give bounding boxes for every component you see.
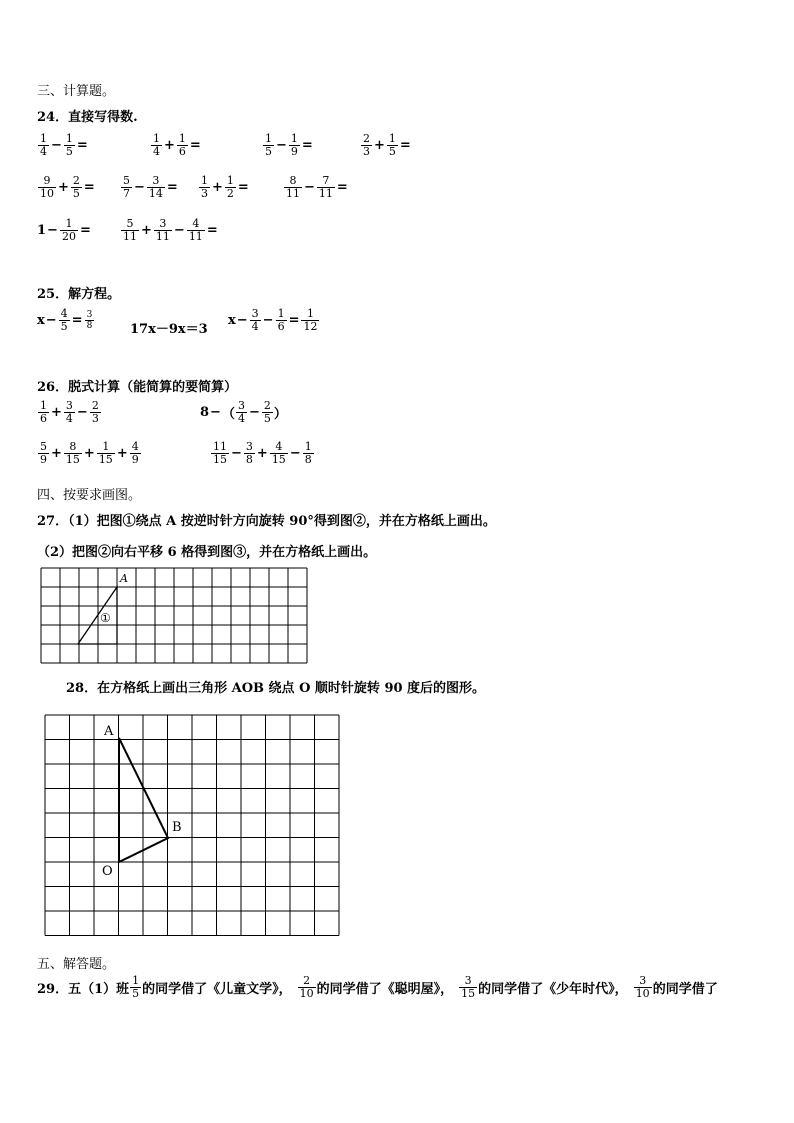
q24-title: 24．直接写得数. — [37, 110, 138, 125]
q26-expr-3: $\frac{5}{9}$ + $\frac{8}{15}$ + $\frac{1}{15}$ + $\frac{4}{9}$ — [40, 440, 139, 466]
q25-equation-2: 17x－9x＝3 — [130, 322, 208, 337]
q24-expr — [37, 175, 96, 200]
fraction: $\frac{7}{11}$ — [318, 174, 333, 200]
q26-expr-4: $\frac{11}{15}$ − $\frac{3}{8}$ + $\frac{4}{15}$ − $\frac{1}{8}$ — [213, 440, 312, 466]
operator: − — [304, 180, 315, 195]
q25-equation-3: x − $\frac{3}{4}$ − $\frac{1}{6}$ = $\frac{1}{12}$ — [228, 307, 318, 333]
q24-expr — [150, 133, 202, 158]
q24-expr — [120, 175, 179, 200]
fraction: $\frac{4}{11}$ — [188, 217, 203, 243]
fraction: $\frac{8}{11}$ — [286, 174, 300, 200]
equals: = — [79, 223, 91, 238]
q25-equation-1: x − $\frac{4}{5}$ = $\frac{3}{8}$ — [37, 307, 93, 333]
section-5-heading: 五、解答题。 — [37, 957, 116, 972]
fraction: $\frac{3}{11}$ — [155, 217, 170, 243]
fraction: $\frac{1}{6}$ — [277, 307, 285, 333]
fraction: $\frac{1}{5}$ — [65, 132, 73, 158]
fraction: $\frac{1}{2}$ — [226, 174, 234, 200]
fraction: $\frac{1}{12}$ — [303, 307, 318, 333]
fraction: $\frac{1}{5}$ — [388, 132, 396, 158]
q27-label-a: A — [120, 572, 128, 585]
operator: + — [374, 138, 385, 153]
equals: = — [336, 180, 348, 195]
q27-line-1: 27．（1）把图①绕点 A 按逆时针方向旋转 90°得到图②，并在方格纸上画出。 — [37, 514, 496, 529]
q27-grid — [40, 567, 308, 664]
q27-label-fig1: ① — [100, 611, 111, 625]
operator: − — [173, 223, 185, 238]
q26-expr-2: 8 − （ $\frac{3}{4}$ − $\frac{2}{5}$ ） — [200, 399, 287, 425]
operator: − — [47, 223, 58, 238]
fraction: $\frac{5}{11}$ — [123, 217, 137, 243]
fraction: $\frac{1}{4}$ — [40, 132, 47, 158]
q24-expr — [360, 133, 412, 158]
fraction: $\frac{1}{9}$ — [290, 132, 298, 158]
whole-number: 1 — [37, 223, 47, 238]
q28-label-b: B — [172, 820, 182, 835]
fraction: $\frac{1}{5}$ — [265, 132, 272, 158]
q28-title: 28．在方格纸上画出三角形 AOB 绕点 O 顺时针旋转 90 度后的图形。 — [66, 681, 486, 696]
fraction: $\frac{2}{3}$ — [363, 132, 370, 158]
operator: − — [276, 138, 287, 153]
fraction: $\frac{2}{5}$ — [72, 174, 80, 200]
q28-label-a: A — [104, 724, 114, 739]
q29-text: 29．五（1）班 $\frac{1}{5}$ 的同学借了《儿童文学》， $\frac{2}{10}$ 的同学借了《聪明屋》， $\frac{3}{15}$ 的同学借了《少年时代》， $\frac{3}{10}$ 的同学借了 — [37, 974, 718, 1000]
operator: + — [212, 180, 223, 195]
q24-expr — [198, 175, 250, 200]
equals: = — [206, 223, 218, 238]
equals: = — [83, 180, 95, 195]
fraction: $\frac{3}{8}$ — [86, 310, 93, 331]
fraction: $\frac{5}{7}$ — [123, 174, 130, 200]
fraction: $\frac{3}{4}$ — [251, 307, 259, 333]
q27-line-2: （2）把图②向右平移 6 格得到图③，并在方格纸上画出。 — [37, 545, 377, 560]
q26-expr-1: $\frac{1}{6}$ + $\frac{3}{4}$ − $\frac{2}{3}$ — [40, 399, 99, 425]
operator: + — [164, 138, 175, 153]
q28-label-o: O — [102, 864, 113, 879]
equals: = — [189, 138, 201, 153]
operator: − — [134, 180, 145, 195]
equals: = — [166, 180, 178, 195]
q26-title: 26．脱式计算（能简算的要简算） — [37, 380, 238, 395]
q25-title: 25．解方程。 — [37, 287, 121, 302]
equals: = — [399, 138, 411, 153]
operator: + — [141, 223, 152, 238]
q24-expr — [283, 175, 349, 200]
operator: + — [58, 180, 69, 195]
operator: − — [51, 138, 62, 153]
q24-expr-row3b — [120, 218, 219, 243]
equals: = — [301, 138, 313, 153]
q24-expr — [262, 133, 314, 158]
fraction: $\frac{1}{20}$ — [61, 217, 76, 243]
equals: = — [76, 138, 88, 153]
fraction: $\frac{3}{14}$ — [148, 174, 163, 200]
equals: = — [237, 180, 249, 195]
section-3-heading: 三、计算题。 — [37, 84, 116, 99]
fraction: $\frac{1}{3}$ — [201, 174, 208, 200]
fraction: $\frac{9}{10}$ — [40, 174, 54, 200]
fraction: $\frac{4}{5}$ — [60, 307, 68, 333]
section-4-heading: 四、按要求画图。 — [37, 488, 142, 503]
fraction: $\frac{1}{6}$ — [178, 132, 186, 158]
q28-grid — [44, 714, 342, 938]
q24-expr-row3a — [37, 218, 92, 243]
q24-expr — [37, 133, 89, 158]
fraction: $\frac{1}{4}$ — [153, 132, 160, 158]
